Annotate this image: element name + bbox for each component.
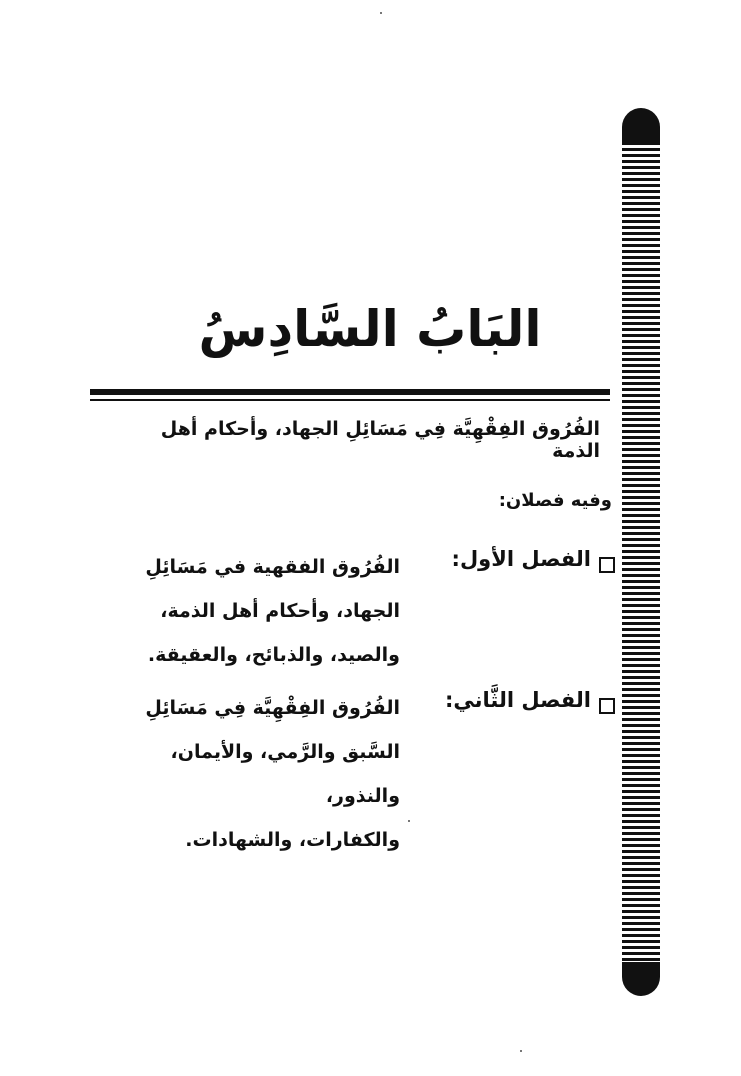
section-line: الفُرُوق الفِقْهِيَّة فِي مَسَائِلِ <box>145 697 400 719</box>
bar-stripes <box>622 142 660 962</box>
bar-cap-bottom <box>622 962 660 996</box>
section-line: الجهاد، وأحكام أهل الذمة، <box>160 600 400 622</box>
bar-cap-top <box>622 108 660 142</box>
chapter-heading: البَابُ السَّادِسُ <box>198 300 542 358</box>
section-description <box>90 545 400 677</box>
section-description <box>90 686 400 862</box>
scan-speck <box>380 12 382 14</box>
section-line: والصيد، والذبائح، والعقيقة. <box>147 644 400 666</box>
section-line: والكفارات، والشهادات. <box>185 829 400 851</box>
heading-rule-thin <box>90 399 610 401</box>
decorative-striped-bar <box>622 108 660 996</box>
checkbox-square-icon <box>599 557 615 573</box>
heading-rule-thick <box>90 389 610 395</box>
section-line: السَّبق والرَّمي، والأيمان، والنذور، <box>170 741 400 807</box>
scan-speck <box>408 820 410 822</box>
section-label: الفصل الأول: <box>451 547 591 571</box>
section-label: الفصل الثَّاني: <box>444 688 591 712</box>
chapter-subtitle: الفُرُوق الفِقْهِيَّة فِي مَسَائِلِ الجهاد، وأحكام أهل الذمة <box>160 418 600 462</box>
scan-speck <box>520 1050 522 1052</box>
section-line: الفُرُوق الفقهية في مَسَائِلِ <box>145 556 400 578</box>
checkbox-square-icon <box>599 698 615 714</box>
sections-intro: وفيه فصلان: <box>498 490 612 511</box>
